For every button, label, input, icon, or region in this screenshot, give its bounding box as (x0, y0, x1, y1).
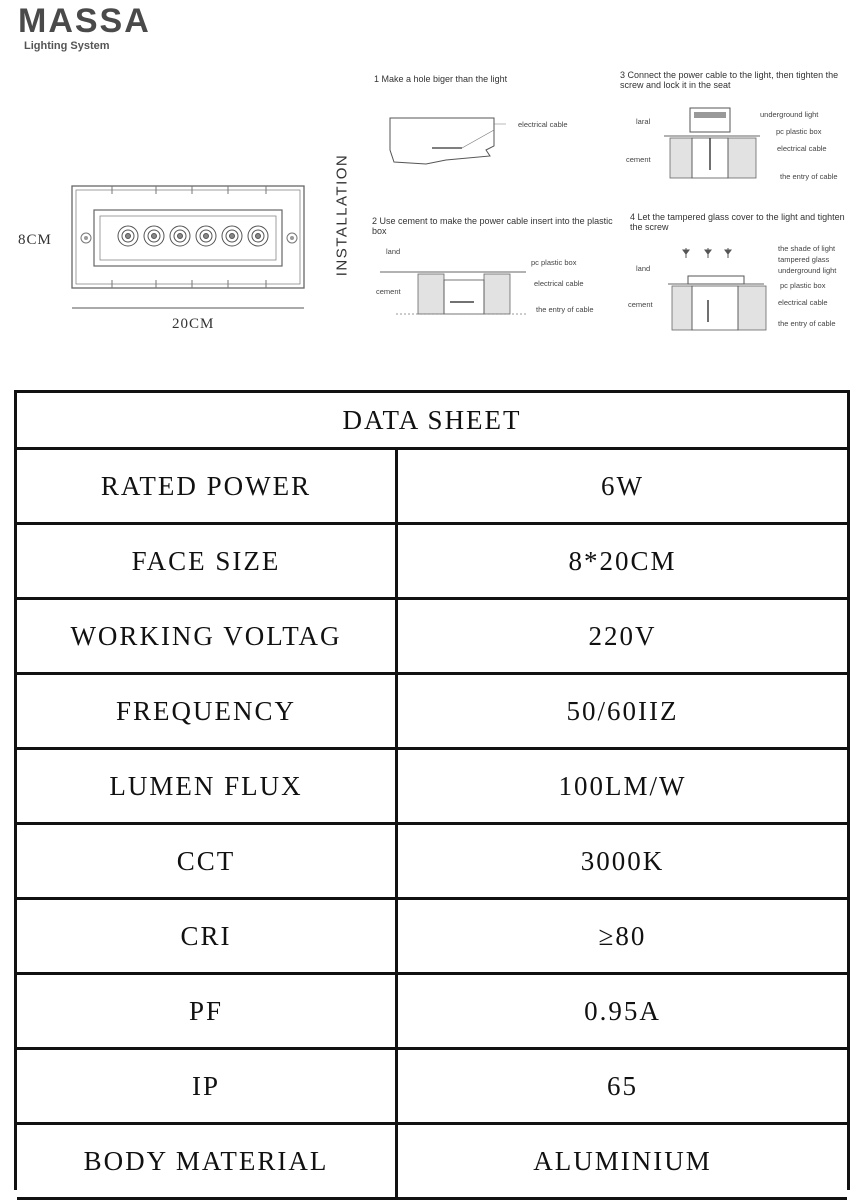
table-row (17, 825, 847, 900)
step-3-diagram (660, 104, 772, 184)
step-4-label-cable: electrical cable (778, 298, 828, 307)
spec-value: 3000K (580, 845, 665, 876)
width-dimension-label: 20CM (172, 316, 215, 332)
brand-tagline: Lighting System (24, 40, 110, 52)
brand-name: MASSA (18, 2, 151, 40)
step-4-label-land: land (636, 264, 651, 273)
product-front-drawing (66, 176, 316, 316)
spec-label: PF (17, 975, 398, 1047)
step-4-label-glass: tampered glass (778, 255, 830, 264)
spec-value: 6W (601, 470, 644, 501)
installation-step-2: 2 Use cement to make the power cable insert into the plastic box (372, 216, 613, 236)
data-sheet-title: DATA SHEET (17, 393, 847, 450)
table-row (17, 975, 847, 1050)
spec-label: RATED POWER (17, 450, 398, 522)
step-3-label-light: underground light (760, 110, 819, 119)
table-row (17, 750, 847, 825)
step-3-label-laral: laral (636, 117, 651, 126)
step-2-label-cement: cement (376, 287, 401, 296)
spec-value: 220V (588, 620, 657, 651)
step-2-label-cable: electrical cable (534, 279, 584, 288)
brand-logo (18, 2, 151, 40)
table-row (17, 1050, 847, 1125)
spec-value: 50/60IIZ (566, 695, 679, 726)
spec-label: CRI (17, 900, 398, 972)
table-row (17, 900, 847, 975)
step-3-label-cement: cement (626, 155, 651, 164)
table-row (17, 600, 847, 675)
height-dimension-label: 8CM (18, 232, 52, 248)
step-1-diagram (386, 110, 506, 172)
spec-label: CCT (17, 825, 398, 897)
table-row (17, 675, 847, 750)
step-3-label-cable: electrical cable (777, 144, 827, 153)
spec-label: FACE SIZE (17, 525, 398, 597)
table-row (17, 450, 847, 525)
spec-label: WORKING VOLTAG (17, 600, 398, 672)
installation-title: INSTALLATION (333, 153, 351, 277)
step-4-label-entry: the entry of cable (778, 319, 836, 328)
data-sheet-table (14, 390, 850, 1190)
step-3-label-entry: the entry of cable (780, 172, 838, 181)
spec-label: IP (17, 1050, 398, 1122)
table-row (17, 1125, 847, 1200)
installation-step-3: 3 Connect the power cable to the light, then tighten the screw and lock it in the seat (620, 70, 839, 90)
step-4-label-light: underground light (778, 266, 837, 275)
spec-value: 100LM/W (558, 770, 687, 801)
step-4-label-cement: cement (628, 300, 653, 309)
spec-value: ALUMINIUM (533, 1145, 712, 1176)
step-2-label-entry: the entry of cable (536, 305, 594, 314)
spec-label: FREQUENCY (17, 675, 398, 747)
step-2-diagram (376, 250, 536, 322)
spec-value: 65 (607, 1070, 638, 1101)
step-4-diagram (664, 244, 776, 336)
step-2-label-box: pc plastic box (531, 258, 577, 267)
spec-value: ≥80 (598, 920, 647, 951)
step-3-label-box: pc plastic box (776, 127, 822, 136)
installation-step-4: 4 Let the tampered glass cover to the light and tighten the screw (630, 212, 845, 232)
step-4-label-box: pc plastic box (780, 281, 826, 290)
installation-step-1: 1 Make a hole biger than the light (374, 74, 508, 84)
spec-label: BODY MATERIAL (17, 1125, 398, 1197)
spec-value: 0.95A (584, 995, 661, 1026)
step-2-label-land: land (386, 247, 401, 256)
step-4-label-shade: the shade of light (778, 244, 836, 253)
step-1-label: electrical cable (518, 120, 568, 129)
spec-label: LUMEN FLUX (17, 750, 398, 822)
spec-value: 8*20CM (568, 545, 677, 576)
table-row (17, 525, 847, 600)
